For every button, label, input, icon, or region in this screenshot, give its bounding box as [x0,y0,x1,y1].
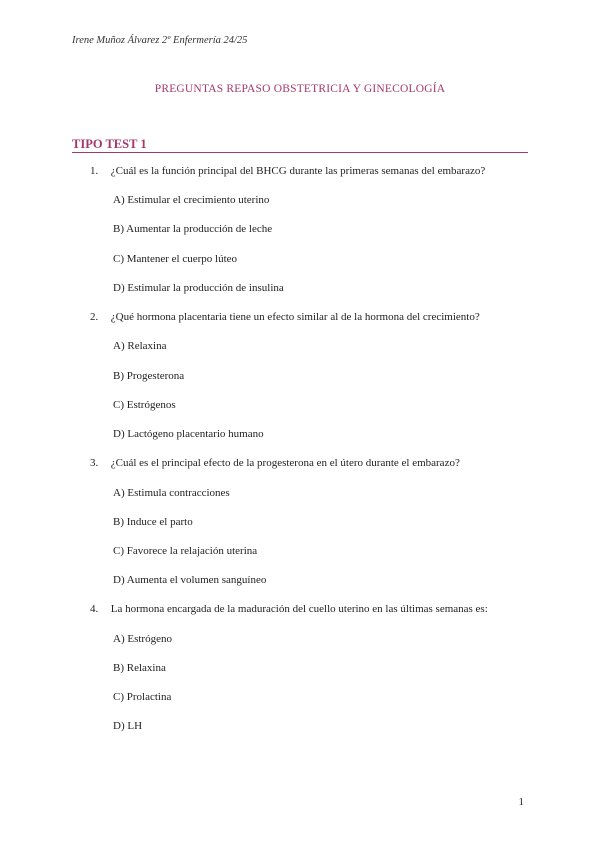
option-3d: D) Aumenta el volumen sanguíneo [113,574,267,586]
question-2 [90,311,480,323]
option-3b: B) Induce el parto [113,516,193,528]
question-number: 2. [90,311,99,323]
section-heading: TIPO TEST 1 [72,137,147,151]
option-1b: B) Aumentar la producción de leche [113,223,273,235]
option-1d: D) Estimular la producción de insulina [113,282,284,294]
question-text: La hormona encargada de la maduración del cuello uterino en las últimas semanas es: [110,603,488,615]
question-number: 3. [90,457,99,469]
question-4 [90,603,488,615]
option-2a: A) Relaxina [113,340,167,352]
header-author-line: Irene Muñoz Álvarez 2º Enfermería 24/25 [72,35,248,46]
option-2c: C) Estrógenos [113,399,176,411]
option-3c: C) Favorece la relajación uterina [113,545,258,557]
question-3 [90,457,460,469]
question-text: ¿Cuál es el principal efecto de la progesterona en el útero durante el embarazo? [110,457,460,469]
document-title: PREGUNTAS REPASO OBSTETRICIA Y GINECOLOGÍA [154,83,446,95]
option-4c: C) Prolactina [113,691,172,703]
option-4b: B) Relaxina [113,662,166,674]
question-1 [90,165,485,177]
option-2d: D) Lactógeno placentario humano [113,428,264,440]
option-2b: B) Progesterona [113,370,185,382]
option-1c: C) Mantener el cuerpo lúteo [113,253,238,265]
question-text: ¿Cuál es la función principal del BHCG durante las primeras semanas del embarazo? [110,165,486,177]
option-4a: A) Estrógeno [113,633,172,645]
question-number: 1. [90,165,99,177]
option-4d: D) LH [113,720,143,732]
section-underline [72,152,528,153]
option-3a: A) Estimula contracciones [113,487,230,499]
question-text: ¿Qué hormona placentaria tiene un efecto similar al de la hormona del crecimiento? [110,311,480,323]
question-number: 4. [90,603,99,615]
page-number: 1 [518,796,524,808]
option-1a: A) Estimular el crecimiento uterino [113,194,270,206]
